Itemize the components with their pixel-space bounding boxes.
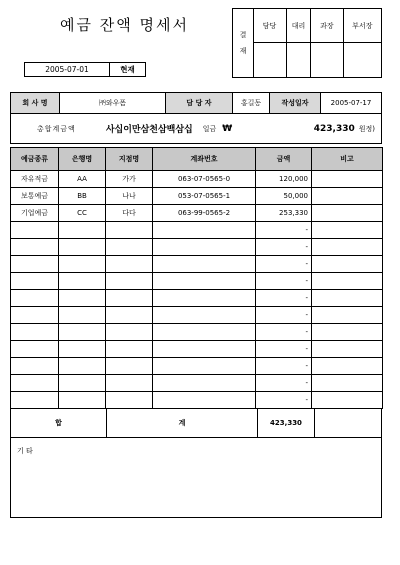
- memo-label: 기 타: [17, 447, 33, 455]
- cell-amount[interactable]: -: [256, 290, 312, 307]
- col-header-branch: 지점명: [106, 148, 153, 171]
- manager-label: 담 당 자: [166, 93, 233, 113]
- cell-account[interactable]: [153, 273, 256, 290]
- approval-head: 대리: [287, 9, 310, 43]
- cell-amount[interactable]: -: [256, 239, 312, 256]
- cell-amount[interactable]: -: [256, 324, 312, 341]
- cell-bank[interactable]: AA: [59, 171, 106, 188]
- cell-account[interactable]: [153, 222, 256, 239]
- cell-amount[interactable]: -: [256, 256, 312, 273]
- approval-col-head[interactable]: [344, 9, 381, 77]
- table-row: [11, 341, 383, 358]
- cell-type[interactable]: [11, 273, 59, 290]
- cell-account[interactable]: 053-07-0565-1: [153, 188, 256, 205]
- cell-branch[interactable]: [106, 358, 153, 375]
- cell-branch[interactable]: [106, 290, 153, 307]
- cell-account[interactable]: [153, 375, 256, 392]
- cell-bank[interactable]: [59, 273, 106, 290]
- grand-total-row: [10, 408, 382, 438]
- approval-side-top: 결: [239, 31, 247, 39]
- cell-bank[interactable]: BB: [59, 188, 106, 205]
- cell-account[interactable]: [153, 307, 256, 324]
- cell-bank[interactable]: [59, 222, 106, 239]
- cell-branch[interactable]: [106, 256, 153, 273]
- cell-type[interactable]: 보통예금: [11, 188, 59, 205]
- cell-note[interactable]: [312, 256, 383, 273]
- cell-amount[interactable]: -: [256, 358, 312, 375]
- cell-note[interactable]: [312, 341, 383, 358]
- cell-branch[interactable]: [106, 307, 153, 324]
- cell-account[interactable]: [153, 358, 256, 375]
- cell-account[interactable]: 063-07-0565-0: [153, 171, 256, 188]
- cell-amount[interactable]: 253,330: [256, 205, 312, 222]
- cell-amount[interactable]: -: [256, 375, 312, 392]
- cell-amount[interactable]: -: [256, 273, 312, 290]
- approval-col-staff[interactable]: [253, 9, 287, 77]
- cell-branch[interactable]: [106, 375, 153, 392]
- cell-note[interactable]: [312, 358, 383, 375]
- as-of-label: 현재: [120, 65, 135, 74]
- cell-type[interactable]: [11, 375, 59, 392]
- cell-account[interactable]: [153, 256, 256, 273]
- cell-branch[interactable]: [106, 222, 153, 239]
- cell-bank[interactable]: [59, 341, 106, 358]
- company-value: ㈜와우폼: [60, 93, 166, 113]
- amount-suffix: 원정): [358, 124, 375, 133]
- cell-note[interactable]: [312, 222, 383, 239]
- cell-type[interactable]: [11, 290, 59, 307]
- cell-amount[interactable]: -: [256, 222, 312, 239]
- cell-type[interactable]: [11, 324, 59, 341]
- cell-bank[interactable]: [59, 324, 106, 341]
- approval-head: 담당: [253, 9, 286, 43]
- cell-amount[interactable]: 120,000: [256, 171, 312, 188]
- cell-branch[interactable]: 나나: [106, 188, 153, 205]
- cell-note[interactable]: [312, 307, 383, 324]
- cell-note[interactable]: [312, 375, 383, 392]
- cell-type[interactable]: [11, 392, 59, 409]
- cell-bank[interactable]: [59, 239, 106, 256]
- manager-value: 홍길동: [233, 93, 270, 113]
- written-date-label: 작성일자: [270, 93, 321, 113]
- approval-box: [232, 8, 382, 78]
- table-header-row: [11, 148, 383, 171]
- cell-account[interactable]: [153, 324, 256, 341]
- table-row: [11, 324, 383, 341]
- cell-branch[interactable]: [106, 324, 153, 341]
- deposit-table: [10, 147, 383, 409]
- cell-amount[interactable]: 50,000: [256, 188, 312, 205]
- cell-bank[interactable]: CC: [59, 205, 106, 222]
- cell-branch[interactable]: 다다: [106, 205, 153, 222]
- won-symbol: ₩: [222, 123, 233, 134]
- as-of-date: 2005-07-01: [25, 63, 110, 76]
- cell-bank[interactable]: [59, 290, 106, 307]
- company-label: 회 사 명: [11, 93, 60, 113]
- cell-type[interactable]: 기업예금: [11, 205, 59, 222]
- memo-box[interactable]: [10, 438, 382, 518]
- cell-bank[interactable]: [59, 358, 106, 375]
- col-header-bank: 은행명: [59, 148, 106, 171]
- cell-type[interactable]: [11, 358, 59, 375]
- cell-amount[interactable]: -: [256, 341, 312, 358]
- cell-type[interactable]: [11, 256, 59, 273]
- cell-type[interactable]: 자유적금: [11, 171, 59, 188]
- approval-side: [233, 9, 254, 77]
- page-title: 예금 잔액 명세서: [60, 16, 189, 34]
- cell-note[interactable]: [312, 205, 383, 222]
- table-row: [11, 171, 383, 188]
- cell-branch[interactable]: [106, 239, 153, 256]
- table-row: [11, 273, 383, 290]
- total-amount-label: 총합계금액: [37, 124, 76, 133]
- total-amount-korean: 사십이만삼천삼백삼십: [105, 125, 193, 135]
- cell-type[interactable]: [11, 239, 59, 256]
- table-row: [11, 205, 383, 222]
- table-row: [11, 307, 383, 324]
- table-row: [11, 188, 383, 205]
- col-header-type: 예금종류: [11, 148, 59, 171]
- written-date-value: 2005-07-17: [330, 99, 372, 107]
- col-header-amount: 금액: [256, 148, 312, 171]
- cell-account[interactable]: 063-99-0565-2: [153, 205, 256, 222]
- info-bar: [10, 92, 382, 114]
- cell-note[interactable]: [312, 188, 383, 205]
- approval-head: 과장: [311, 9, 343, 43]
- approval-head: 부서장: [344, 9, 381, 43]
- cell-account[interactable]: [153, 392, 256, 409]
- grand-total-note[interactable]: [315, 409, 381, 437]
- cell-bank[interactable]: [59, 375, 106, 392]
- cell-account[interactable]: [153, 239, 256, 256]
- cell-note[interactable]: [312, 171, 383, 188]
- won-label: 일금: [202, 124, 217, 133]
- table-row: [11, 290, 383, 307]
- grand-total-label-a: 합: [11, 409, 107, 437]
- table-row: [11, 375, 383, 392]
- table-row: [11, 358, 383, 375]
- cell-note[interactable]: [312, 239, 383, 256]
- cell-type[interactable]: [11, 307, 59, 324]
- table-row: [11, 222, 383, 239]
- grand-total-label-b: 계: [107, 409, 258, 437]
- cell-amount[interactable]: -: [256, 307, 312, 324]
- cell-note[interactable]: [312, 273, 383, 290]
- cell-type[interactable]: [11, 222, 59, 239]
- col-header-account: 계좌번호: [153, 148, 256, 171]
- cell-type[interactable]: [11, 341, 59, 358]
- cell-amount[interactable]: -: [256, 392, 312, 409]
- approval-side-bottom: 재: [239, 47, 247, 55]
- col-header-note: 비고: [312, 148, 383, 171]
- grand-total-amount: 423,330: [258, 409, 315, 437]
- approval-col-manager[interactable]: [311, 9, 344, 77]
- total-amount-row: [10, 114, 382, 144]
- as-of-date-box: [24, 62, 146, 77]
- cell-branch[interactable]: 가가: [106, 171, 153, 188]
- cell-note[interactable]: [312, 290, 383, 307]
- table-row: [11, 239, 383, 256]
- cell-note[interactable]: [312, 392, 383, 409]
- cell-note[interactable]: [312, 324, 383, 341]
- cell-bank[interactable]: [59, 307, 106, 324]
- cell-bank[interactable]: [59, 256, 106, 273]
- table-row: [11, 392, 383, 409]
- cell-branch[interactable]: [106, 273, 153, 290]
- cell-bank[interactable]: [59, 392, 106, 409]
- cell-account[interactable]: [153, 290, 256, 307]
- cell-account[interactable]: [153, 341, 256, 358]
- total-amount-figure: 423,330: [313, 123, 355, 134]
- cell-branch[interactable]: [106, 341, 153, 358]
- approval-col-assistant[interactable]: [287, 9, 311, 77]
- cell-branch[interactable]: [106, 392, 153, 409]
- table-row: [11, 256, 383, 273]
